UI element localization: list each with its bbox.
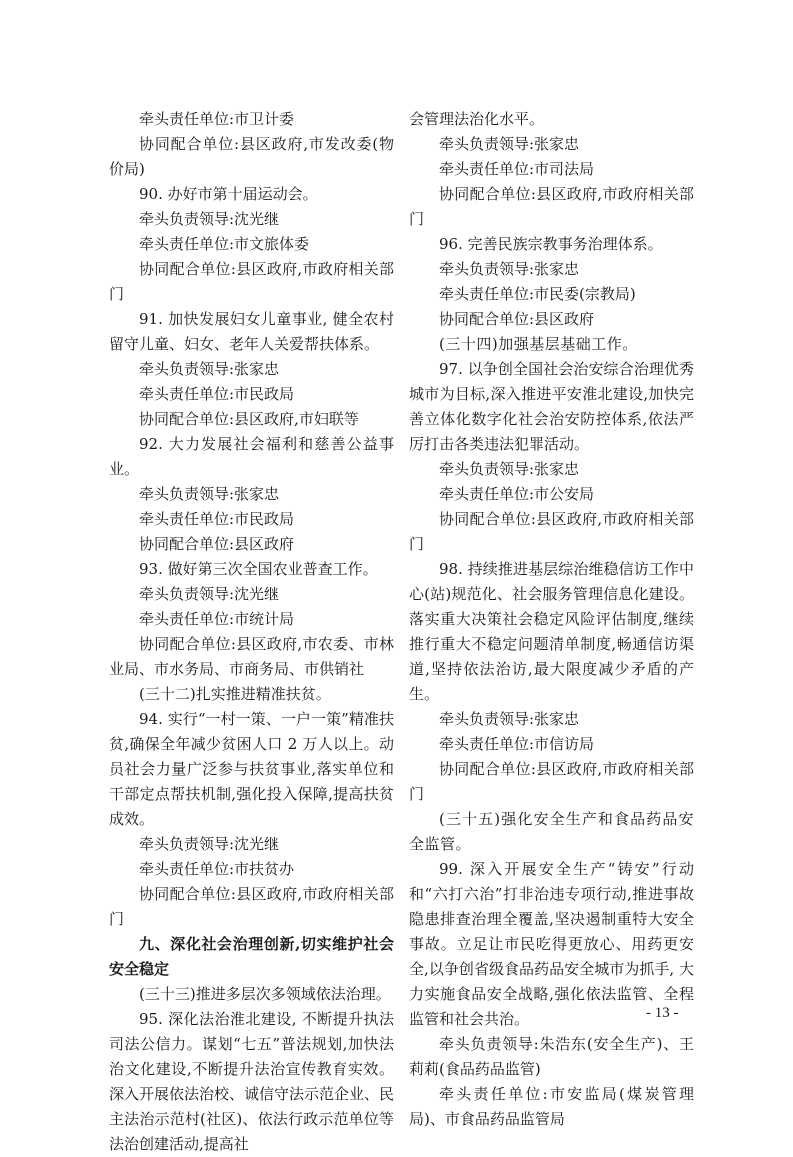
paragraph: 牵头负责领导:沈光继 bbox=[139, 210, 280, 228]
paragraph: 96. 完善民族宗教事务治理体系。 bbox=[439, 235, 663, 253]
paragraph: 牵头负责领导:沈光继 bbox=[139, 585, 280, 603]
paragraph: 牵头负责领导:张家忠 bbox=[139, 360, 280, 378]
paragraph: 牵头负责领导:张家忠 bbox=[439, 135, 580, 153]
paragraph: 协同配合单位:县区政府,市政府相关部门 bbox=[409, 185, 694, 228]
paragraph: 协同配合单位:县区政府,市政府相关部门 bbox=[109, 260, 394, 303]
page-number: - 13 - bbox=[646, 1005, 679, 1021]
paragraph: 95. 深化法治淮北建设, 不断提升执法司法公信力。谋划“七五”普法规划,加快法治文化建设,不断提升法治宣传教育实效。深入开展依法治校、诚信守法示范企业、民主法治示范村(社区)、依法行政示范单位等法治创建活动,提高社 bbox=[109, 1010, 395, 1153]
paragraph: 牵头责任单位:市统计局 bbox=[139, 610, 295, 628]
paragraph: 牵头责任单位:市民政局 bbox=[139, 510, 295, 528]
paragraph: 94. 实行“一村一策、一户一策”精准扶贫,确保全年减少贫困人口 2 万人以上。动员社会力量广泛参与扶贫事业,落实单位和干部定点帮扶机制,强化投入保障,提高扶贫成效。 bbox=[109, 710, 394, 828]
paragraph: 牵头责任单位:市文旅体委 bbox=[139, 235, 310, 253]
paragraph: (三十四)加强基层基础工作。 bbox=[439, 335, 638, 353]
paragraph: 93. 做好第三次全国农业普查工作。 bbox=[139, 560, 378, 578]
paragraph: 牵头责任单位:市公安局 bbox=[439, 485, 595, 503]
paragraph: 会管理法治化水平。 bbox=[409, 110, 545, 128]
paragraph: 牵头责任单位:市司法局 bbox=[439, 160, 595, 178]
paragraph: 协同配合单位:县区政府,市政府相关部门 bbox=[409, 510, 694, 553]
paragraph: 牵头负责领导:沈光继 bbox=[139, 835, 280, 853]
paragraph: 牵头责任单位:市安监局(煤炭管理局)、市食品药品监管局 bbox=[409, 1085, 694, 1128]
paragraph: (三十三)推进多层次多领域依法治理。 bbox=[139, 985, 391, 1003]
left-column bbox=[109, 107, 394, 1157]
paragraph: (三十二)扎实推进精准扶贫。 bbox=[139, 685, 331, 703]
paragraph: 牵头负责领导:张家忠 bbox=[439, 710, 580, 728]
paragraph: 99. 深入开展安全生产“铸安”行动和“六打六治”打非治违专项行动,推进事故隐患排查治理全覆盖,坚决遏制重特大安全事故。立足让市民吃得更放心、用药更安全,以争创省级食品药品安全城市为抓手, 大力实施食品安全战略,强化依法监管、全程监管和社会共治。 bbox=[409, 860, 694, 1028]
paragraph: 牵头责任单位:市信访局 bbox=[439, 735, 595, 753]
paragraph: 协同配合单位:县区政府,市发改委(物价局) bbox=[109, 135, 394, 178]
paragraph: 92. 大力发展社会福利和慈善公益事业。 bbox=[109, 435, 394, 478]
paragraph: 牵头负责领导:张家忠 bbox=[439, 460, 580, 478]
right-column bbox=[409, 107, 694, 1132]
paragraph: 协同配合单位:县区政府,市农委、市林业局、市水务局、市商务局、市供销社 bbox=[109, 635, 394, 678]
paragraph: 97. 以争创全国社会治安综合治理优秀城市为目标,深入推进平安淮北建设,加快完善立体化数字化社会治安防控体系,依法严厉打击各类违法犯罪活动。 bbox=[409, 360, 694, 453]
paragraph: 九、深化社会治理创新,切实维护社会安全稳定 bbox=[109, 935, 394, 978]
paragraph: 牵头负责领导:朱浩东(安全生产)、王莉莉(食品药品监管) bbox=[409, 1035, 694, 1078]
paragraph: 协同配合单位:县区政府 bbox=[139, 535, 295, 553]
paragraph: 协同配合单位:县区政府,市政府相关部门 bbox=[409, 760, 694, 803]
paragraph: 协同配合单位:县区政府,市政府相关部门 bbox=[109, 885, 394, 928]
paragraph: 牵头责任单位:市扶贫办 bbox=[139, 860, 295, 878]
paragraph: 牵头责任单位:市卫计委 bbox=[139, 110, 295, 128]
paragraph: 牵头负责领导:张家忠 bbox=[139, 485, 280, 503]
paragraph: 91. 加快发展妇女儿童事业, 健全农村留守儿童、妇女、老年人关爱帮扶体系。 bbox=[109, 310, 394, 353]
paragraph: 协同配合单位:县区政府 bbox=[439, 310, 595, 328]
paragraph: 98. 持续推进基层综治维稳信访工作中心(站)规范化、社会服务管理信息化建设。落实重大决策社会稳定风险评估制度,继续推行重大不稳定问题清单制度,畅通信访渠道,坚持依法治访,最大限度减少矛盾的产生。 bbox=[409, 560, 694, 703]
paragraph: 牵头责任单位:市民委(宗教局) bbox=[439, 285, 636, 303]
paragraph: 牵头负责领导:张家忠 bbox=[439, 260, 580, 278]
paragraph: 牵头责任单位:市民政局 bbox=[139, 385, 295, 403]
paragraph: 协同配合单位:县区政府,市妇联等 bbox=[139, 410, 359, 428]
paragraph: 90. 办好市第十届运动会。 bbox=[139, 185, 318, 203]
paragraph: (三十五)强化安全生产和食品药品安全监管。 bbox=[409, 810, 694, 853]
